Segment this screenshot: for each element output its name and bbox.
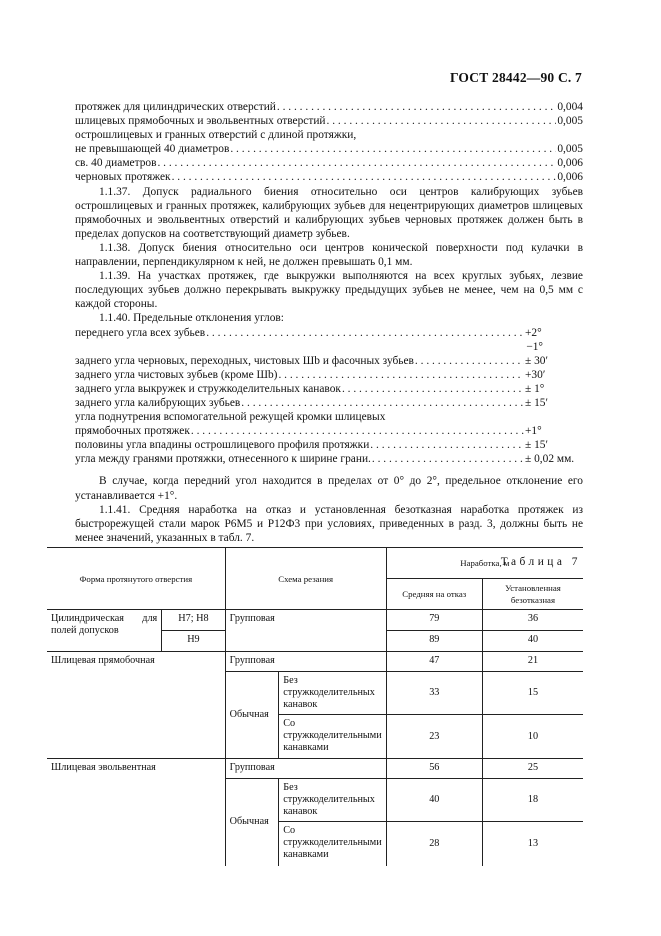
tolerance-row: шлицевых прямобочных и эвольвентных отверстий . . . 0,005 — [75, 114, 583, 128]
cell-set: 21 — [482, 652, 583, 672]
deviation-row: половины угла впадины острошлицевого профиля протяжки . . . ± 15′ — [75, 438, 583, 452]
paragraph-1-1-37: 1.1.37. Допуск радиального биения относительно оси центров калибрующих зубьев острошлицевых и гранных протяжек, калибрующих зубьев для нецентрирующих диаметров шлицевых прямобочных и эвольвентных отверстий и калибрующих зубьев черновых протяжек должен быть в пределах допусков на соответствующий диаметр зубьев. — [75, 185, 583, 240]
cell-scheme: Групповая — [225, 610, 386, 652]
cell-subscheme: Без стружкоделительных канавок — [279, 779, 386, 822]
tolerance-list — [75, 100, 583, 185]
deviation-label-line: угла поднутрения вспомогательной режущей кромки шлицевых — [75, 411, 386, 424]
header-scheme: Схема резания — [225, 548, 386, 610]
cell-set: 40 — [482, 631, 583, 652]
cell-set: 10 — [482, 715, 583, 759]
cell-tolerance: H9 — [162, 631, 225, 652]
deviation-row: заднего угла черновых, переходных, чистовых Шb и фасочных зубьев . . . ± 30′ — [75, 354, 583, 368]
cell-form-involute: Шлицевая эвольвентная — [47, 759, 225, 866]
tolerance-row: черновых протяжек . . . 0,006 — [75, 170, 583, 184]
table-caption: Таблица 7 — [500, 555, 581, 568]
tolerance-row: св. 40 диаметров . . . 0,006 — [75, 156, 583, 170]
header-form: Форма протянутого отверстия — [47, 548, 225, 610]
deviation-row: заднего угла калибрующих зубьев . . . ± 15′ — [75, 396, 583, 410]
paragraph-1-1-39: 1.1.39. На участках протяжек, где выкружки выполняются на всех круглых зубьях, лезвие последующих зубьев должно перекрывать выкружку предыдущих зубьев не менее, чем на 0,5 мм с каждой стороны. — [75, 270, 583, 311]
cell-form-cylindrical: Цилиндрическая для полей допусков — [47, 610, 162, 652]
cell-set: 36 — [482, 610, 583, 631]
deviation-row: заднего угла чистовых зубьев (кроме Шb) . . . +30′ — [75, 368, 583, 382]
cell-set: 13 — [527, 837, 539, 849]
cell-subscheme: Без стружкоделительных канавок — [279, 672, 386, 715]
tolerance-row: протяжек для цилиндрических отверстий . . . 0,004 — [75, 100, 583, 114]
paragraph-1-1-38: 1.1.38. Допуск биения относительно оси центров конической поверхности под кулачки в направлении, перпендикулярном к ней, не должен превышать 0,1 мм. — [75, 241, 583, 269]
cell-mean: 56 — [386, 759, 482, 779]
cell-scheme: Обычная — [225, 672, 279, 759]
cell-set: 25 — [482, 759, 583, 779]
cell-subscheme: Со стружкоделительными канавками — [279, 715, 386, 759]
tolerance-row: острошлицевых и гранных отверстий с длиной протяжки, — [75, 129, 357, 142]
deviation-row: прямобочных протяжек . . . +1° — [75, 424, 583, 438]
paragraph-1-1-41: 1.1.41. Средняя наработка на отказ и установленная безотказная наработка протяжек из быстрорежущей стали марок Р6М5 и Р12Ф3 при условиях, приведенных в разд. 3, должны быть не менее значений, указанных в табл. 7. — [75, 503, 583, 544]
cell-mean: 40 — [386, 779, 482, 822]
table-7 — [47, 547, 583, 866]
header-life: Наработка, м — [386, 548, 583, 579]
paragraph-1-1-40-title: 1.1.40. Предельные отклонения углов: — [99, 312, 284, 325]
cell-scheme: Групповая — [225, 759, 386, 779]
cell-tolerance: H7; H8 — [162, 610, 225, 631]
deviation-row: угла между гранями протяжки, отнесенного к ширине грани. . . . ± 0,02 мм. — [75, 452, 583, 466]
angle-deviations-list — [75, 326, 583, 467]
deviation-row: переднего угла всех зубьев . . . +2° — [75, 326, 583, 340]
cell-mean: 28 — [386, 822, 482, 866]
cell-scheme: Обычная — [225, 779, 279, 866]
paragraph-note: В случае, когда передний угол находится в пределах от 0° до 2°, предельное отклонение его устанавливается +1°. — [75, 475, 583, 502]
cell-set: 15 — [482, 672, 583, 715]
header-set: Установленная безотказная — [482, 579, 583, 610]
cell-scheme: Групповая — [225, 652, 386, 672]
cell-form-straight: Шлицевая прямобочная — [47, 652, 225, 759]
deviation-minus: −1° — [526, 340, 543, 353]
cell-subscheme: Со стружкоделительными канавками — [279, 822, 386, 866]
deviation-row: заднего угла выкружек и стружкоделительных канавок . . . ± 1° — [75, 382, 583, 396]
tolerance-row: не превышающей 40 диаметров . . . 0,005 — [75, 142, 583, 156]
cell-mean: 89 — [386, 631, 482, 652]
cell-mean: 47 — [386, 652, 482, 672]
cell-mean: 79 — [386, 610, 482, 631]
cell-set: 18 — [482, 779, 583, 822]
cell-mean: 33 — [386, 672, 482, 715]
page-body — [75, 100, 583, 569]
page-header: ГОСТ 28442—90 С. 7 — [449, 70, 582, 85]
cell-mean: 23 — [386, 715, 482, 759]
header-mean: Средняя на отказ — [386, 579, 482, 610]
